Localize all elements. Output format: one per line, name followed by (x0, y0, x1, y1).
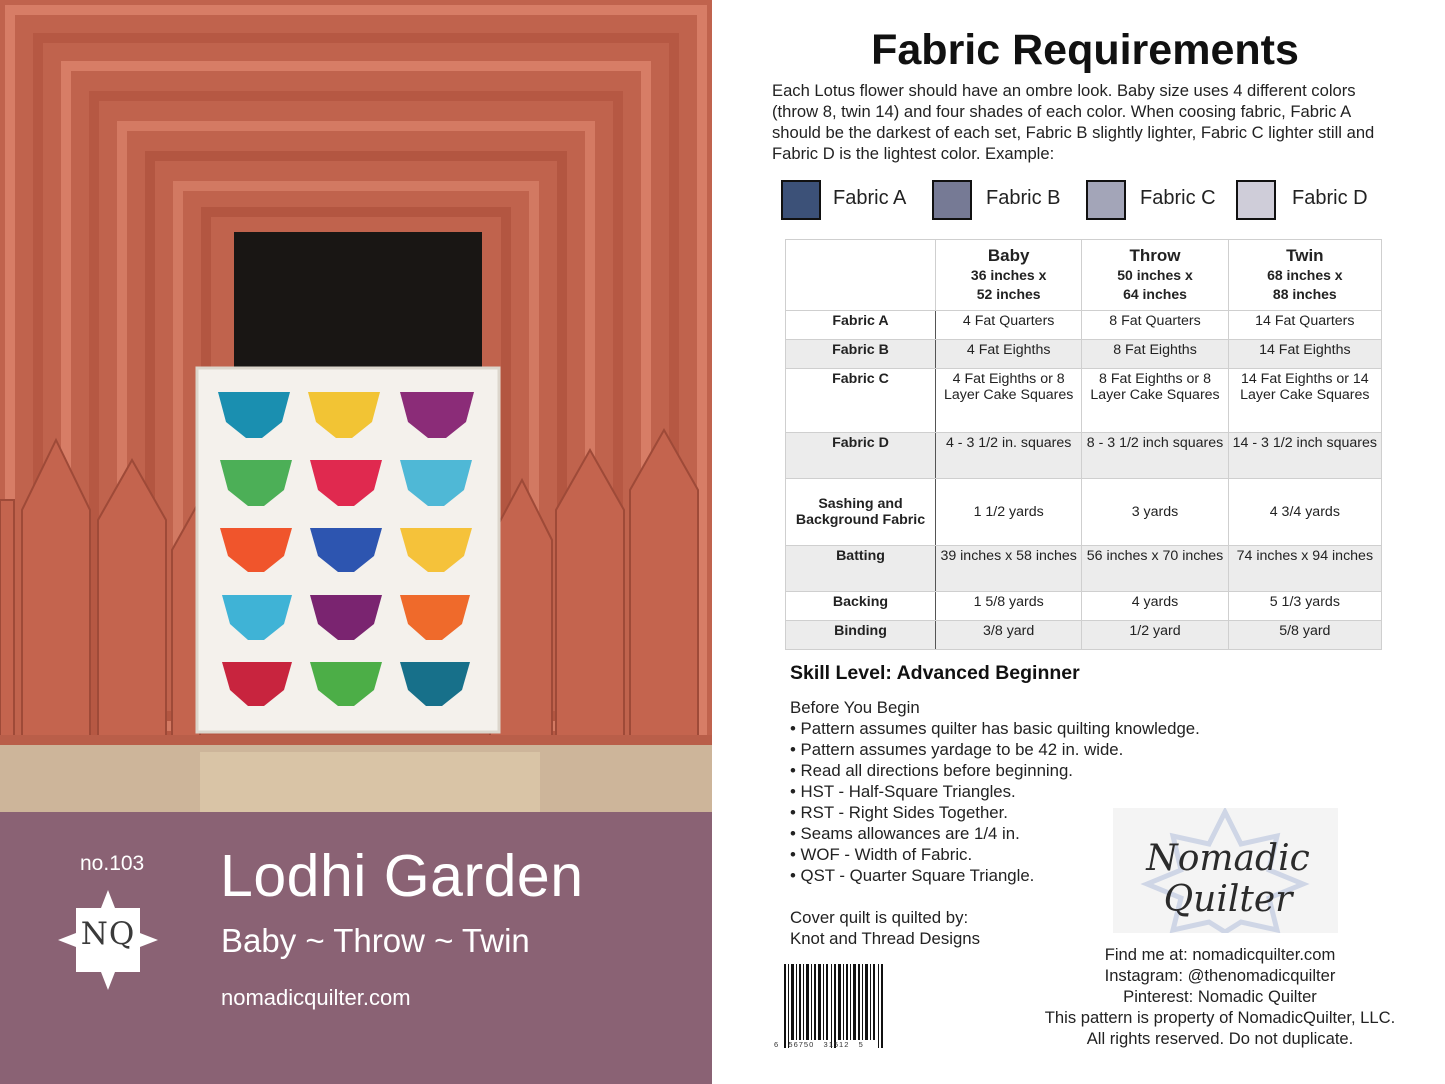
before-heading: Before You Begin (790, 698, 920, 717)
table-cell: 4 yards (1082, 592, 1228, 621)
row-label: Binding (786, 621, 936, 650)
row-label: Fabric C (786, 369, 936, 433)
column-header-throw: Throw 50 inches x 64 inches (1082, 240, 1228, 311)
table-row (786, 479, 1382, 546)
fabric-b-swatch-label: Fabric B (986, 187, 1061, 209)
contact-instagram[interactable]: Instagram: @thenomadicquilter (1104, 966, 1336, 985)
fabric-c-swatch (1086, 180, 1126, 220)
table-cell: 39 inches x 58 inches (936, 546, 1082, 592)
table-cell: 4 Fat Quarters (936, 311, 1082, 340)
fabric-a-swatch-label: Fabric A (833, 187, 907, 209)
table-row (786, 621, 1382, 650)
quilt-photo-illustration (0, 0, 712, 812)
fabric-a-swatch (781, 180, 821, 220)
table-cell: 8 - 3 1/2 inch squares (1082, 433, 1228, 479)
row-label: Fabric D (786, 433, 936, 479)
list-item: • Seams allowances are 1/4 in. (790, 823, 1200, 844)
table-cell: 8 Fat Eighths (1082, 340, 1228, 369)
fabric-b-swatch (932, 180, 972, 220)
quilted-by-label: Cover quilt is quilted by: (790, 908, 969, 927)
list-item: • Read all directions before beginning. (790, 760, 1200, 781)
list-item: • WOF - Width of Fabric. (790, 844, 1200, 865)
fabric-d-swatch (1236, 180, 1276, 220)
contact-pinterest[interactable]: Pinterest: Nomadic Quilter (1123, 987, 1317, 1006)
table-cell: 8 Fat Quarters (1082, 311, 1228, 340)
rights-line: All rights reserved. Do not duplicate. (1086, 1029, 1354, 1048)
table-cell: 14 Fat Eighths or 14 Layer Cake Squares (1228, 369, 1381, 433)
table-row (786, 546, 1382, 592)
table-cell: 5/8 yard (1228, 621, 1381, 650)
fabric-requirements-table (785, 239, 1382, 650)
cover-sizes: Baby ~ Throw ~ Twin (221, 922, 530, 959)
table-cell: 14 - 3 1/2 inch squares (1228, 433, 1381, 479)
row-label: Backing (786, 592, 936, 621)
list-item: • Pattern assumes yardage to be 42 in. wide. (790, 739, 1200, 760)
table-cell: 4 Fat Eighths or 8 Layer Cake Squares (936, 369, 1082, 433)
requirements-title: Fabric Requirements (871, 26, 1299, 74)
skill-level: Skill Level: Advanced Beginner (790, 662, 1080, 684)
cover-title: Lodhi Garden (220, 843, 584, 909)
table-cell: 1 1/2 yards (936, 479, 1082, 546)
table-cell: 1/2 yard (1082, 621, 1228, 650)
barcode-icon (780, 964, 890, 1050)
column-header-twin: Twin 68 inches x 88 inches (1228, 240, 1381, 311)
table-cell: 3/8 yard (936, 621, 1082, 650)
quilted-by-name: Knot and Thread Designs (790, 929, 981, 948)
table-cell: 5 1/3 yards (1228, 592, 1381, 621)
contact-info (1020, 944, 1420, 1049)
pattern-number: no.103 (80, 852, 145, 875)
fabric-c-swatch-label: Fabric C (1140, 187, 1216, 209)
table-cell: 14 Fat Quarters (1228, 311, 1381, 340)
row-label: Fabric B (786, 340, 936, 369)
cover-panel (0, 0, 712, 1084)
list-item: • HST - Half-Square Triangles. (790, 781, 1200, 802)
table-header-row (786, 240, 1382, 311)
list-item: • Pattern assumes quilter has basic quilting knowledge. (790, 718, 1200, 739)
nomadic-quilter-script-logo: Nomadic Quilter (1146, 838, 1310, 920)
column-header-baby: Baby 36 inches x 52 inches (936, 240, 1082, 311)
table-cell: 56 inches x 70 inches (1082, 546, 1228, 592)
row-label: Sashing and Background Fabric (786, 479, 936, 546)
row-label: Batting (786, 546, 936, 592)
table-row (786, 592, 1382, 621)
fabric-d-swatch-label: Fabric D (1292, 187, 1368, 209)
table-row (786, 340, 1382, 369)
table-cell: 8 Fat Eighths or 8 Layer Cake Squares (1082, 369, 1228, 433)
copyright-line: This pattern is property of NomadicQuilter, LLC. (1044, 1008, 1396, 1027)
table-cell: 14 Fat Eighths (1228, 340, 1381, 369)
table-corner-cell (786, 240, 936, 311)
cover-url[interactable]: nomadicquilter.com (221, 985, 411, 1010)
table-cell: 74 inches x 94 inches (1228, 546, 1381, 592)
intro-paragraph: Each Lotus flower should have an ombre look. Baby size uses 4 different colors (throw 8, twin 14) and four shades of each color. When coosing fabric, Fabric A should be the darkest of each set, Fabric B slightly lighter, Fabric C lighter still and Fabric D is the lightest color. Example: (772, 81, 1375, 163)
contact-website[interactable]: Find me at: nomadicquilter.com (1104, 945, 1336, 964)
table-cell: 4 3/4 yards (1228, 479, 1381, 546)
table-row (786, 369, 1382, 433)
cover-photo (0, 0, 712, 812)
table-cell: 4 Fat Eighths (936, 340, 1082, 369)
table-cell: 1 5/8 yards (936, 592, 1082, 621)
row-label: Fabric A (786, 311, 936, 340)
barcode-digits: 6 56750 31512 5 (774, 1040, 864, 1049)
table-row (786, 311, 1382, 340)
table-cell: 4 - 3 1/2 in. squares (936, 433, 1082, 479)
quilted-by (790, 907, 980, 949)
table-row (786, 433, 1382, 479)
nq-logo-initials: NQ (80, 916, 136, 952)
list-item: • RST - Right Sides Together. (790, 802, 1200, 823)
table-cell: 3 yards (1082, 479, 1228, 546)
list-item: • QST - Quarter Square Triangle. (790, 865, 1200, 886)
